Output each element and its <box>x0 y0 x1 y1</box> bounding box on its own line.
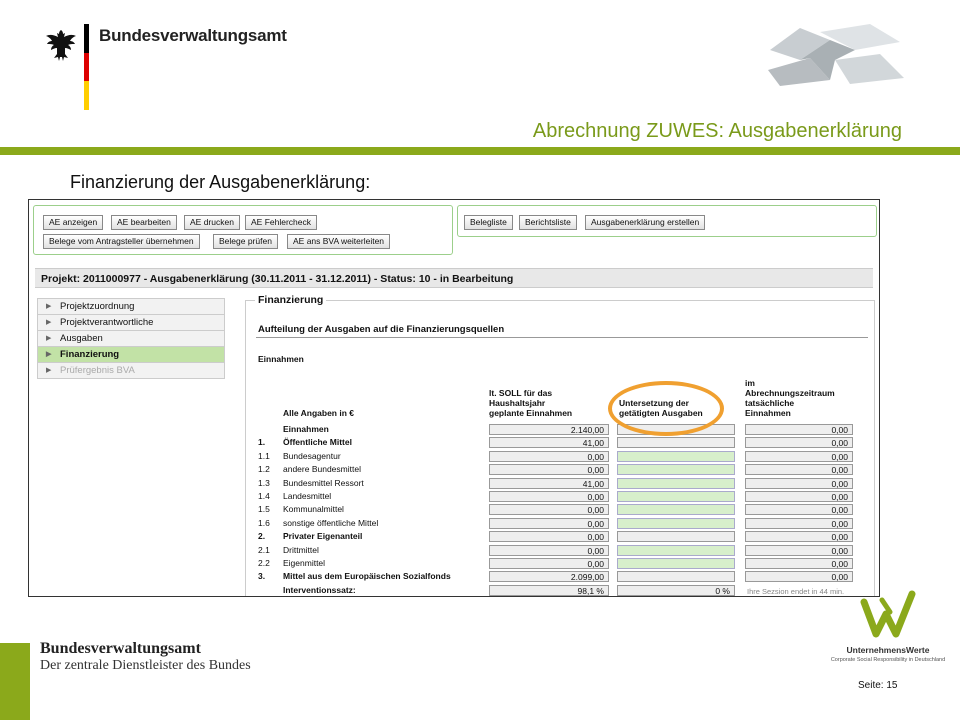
federal-eagle-icon <box>44 26 80 66</box>
ist-field: 0,00 <box>745 531 853 542</box>
row-label: Landesmittel <box>283 491 332 501</box>
ist-field: 0,00 <box>745 478 853 489</box>
row-number: 1.1 <box>258 451 270 461</box>
soll-field: 2.140,00 <box>489 424 609 435</box>
col-header-ist-line: im <box>745 378 755 388</box>
session-timer: Ihre Sezsion endet in 44 min. <box>747 587 845 596</box>
untersetzung-field <box>617 571 735 582</box>
row-label: Drittmittel <box>283 545 319 555</box>
german-flag-bar <box>84 24 89 110</box>
soll-field: 0,00 <box>489 451 609 462</box>
ist-field: 0,00 <box>745 504 853 515</box>
col-header-ist-line: Einnahmen <box>745 408 791 418</box>
toolbar-button[interactable]: Belege vom Antragsteller übernehmen <box>43 234 200 249</box>
nav-item-label: Ausgaben <box>60 333 103 344</box>
soll-field: 41,00 <box>489 478 609 489</box>
toolbar-button[interactable]: Berichtsliste <box>519 215 577 230</box>
soll-field: 0,00 <box>489 464 609 475</box>
ist-field: 0,00 <box>745 424 853 435</box>
untersetzung-field[interactable] <box>617 451 735 462</box>
untersetzung-field[interactable] <box>617 558 735 569</box>
row-label: andere Bundesmittel <box>283 464 361 474</box>
caret-right-icon: ▶ <box>46 335 52 342</box>
page-number: Seite: 15 <box>858 680 898 691</box>
row-number: 1.4 <box>258 491 270 501</box>
row-label: Mittel aus dem Europäischen Sozialfonds <box>283 571 451 581</box>
untersetzung-field[interactable] <box>617 478 735 489</box>
project-status-bar: Projekt: 2011000977 - Ausgabenerklärung (30.11.2011 - 31.12.2011) - Status: 10 - in Bearbeitung <box>35 268 873 288</box>
untersetzung-field[interactable] <box>617 504 735 515</box>
nav-item <box>37 363 225 379</box>
org-title: Bundesverwaltungsamt <box>99 26 287 45</box>
toolbar-button[interactable]: Belegliste <box>464 215 513 230</box>
col-header-soll-line: Haushaltsjahr <box>489 398 546 408</box>
row-number: 2.2 <box>258 558 270 568</box>
row-label: Eigenmittel <box>283 558 326 568</box>
untersetzung-field[interactable] <box>617 464 735 475</box>
soll-field: 0,00 <box>489 518 609 529</box>
row-number: 1.6 <box>258 518 270 528</box>
row-label: Interventionssatz: <box>283 585 356 595</box>
row-label: Privater Eigenanteil <box>283 531 363 541</box>
toolbar-button[interactable]: Ausgabenerklärung erstellen <box>585 215 705 230</box>
toolbar-button[interactable]: AE ans BVA weiterleiten <box>287 234 390 249</box>
nav-item-label: Prüfergebnis BVA <box>60 365 135 376</box>
highlight-circle <box>608 381 724 436</box>
soll-field: 0,00 <box>489 504 609 515</box>
caret-right-icon: ▶ <box>46 351 52 358</box>
toolbar-button[interactable]: AE Fehlercheck <box>245 215 317 230</box>
col-header-unter-line: getätigten Ausgaben <box>619 408 703 418</box>
row-label: sonstige öffentliche Mittel <box>283 518 379 528</box>
ist-field: 0,00 <box>745 491 853 502</box>
row-label: Kommunalmittel <box>283 504 344 514</box>
soll-field: 2.099,00 <box>489 571 609 582</box>
nav-item-label: Finanzierung <box>60 349 120 360</box>
col-header-ist-line: tatsächliche <box>745 398 795 408</box>
ist-field: 0,00 <box>745 558 853 569</box>
toolbar-button[interactable]: AE bearbeiten <box>111 215 177 230</box>
col-header-ist <box>745 378 835 418</box>
uw-title: UnternehmensWerte <box>846 645 930 655</box>
nav-item[interactable] <box>37 347 225 363</box>
row-label: Einnahmen <box>283 424 329 434</box>
soll-field: 41,00 <box>489 437 609 448</box>
footer-tagline: Der zentrale Dienstleister des Bundes <box>40 658 251 673</box>
fieldset-legend: Finanzierung <box>255 294 326 306</box>
footer-accent-bar <box>0 643 30 720</box>
uw-subtitle: Corporate Social Responsibility in Deutschland <box>830 657 946 663</box>
row-number: 1.3 <box>258 478 270 488</box>
nav-item[interactable] <box>37 298 225 315</box>
col-header-soll-line: geplante Einnahmen <box>489 408 573 418</box>
untersetzung-field <box>617 531 735 542</box>
toolbar-button[interactable]: AE drucken <box>184 215 240 230</box>
app-screenshot <box>28 199 880 597</box>
ist-field: 0,00 <box>745 451 853 462</box>
section-divider <box>256 337 868 338</box>
side-nav <box>37 298 225 379</box>
col-header-soll-line: lt. SOLL für das <box>489 388 553 398</box>
nav-item-label: Projektzuordnung <box>60 301 135 312</box>
nav-item[interactable] <box>37 315 225 331</box>
caret-right-icon: ▶ <box>46 319 52 326</box>
ist-field: 0,00 <box>745 437 853 448</box>
row-label: Bundesmittel Ressort <box>283 478 364 488</box>
soll-field: 0,00 <box>489 531 609 542</box>
ist-field: 0,00 <box>745 518 853 529</box>
row-number: 1. <box>258 437 266 447</box>
section-title: Aufteilung der Ausgaben auf die Finanzierungsquellen <box>258 324 505 335</box>
untersetzung-field[interactable] <box>617 491 735 502</box>
untersetzung-field[interactable] <box>617 545 735 556</box>
col-header-unit: Alle Angaben in € <box>283 408 355 418</box>
toolbar-button[interactable]: Belege prüfen <box>213 234 278 249</box>
abstract-photo-logo <box>760 20 908 88</box>
ist-field: 0,00 <box>745 545 853 556</box>
row-number: 1.2 <box>258 464 270 474</box>
untersetzung-field <box>617 437 735 448</box>
unternehmenswerte-logo <box>858 590 928 640</box>
accent-bar <box>0 147 960 155</box>
col-header-unter-line: Untersetzung der <box>619 398 689 408</box>
untersetzung-field: 0 % <box>617 585 735 596</box>
ist-field: 0,00 <box>745 464 853 475</box>
untersetzung-field[interactable] <box>617 518 735 529</box>
toolbar-button[interactable]: AE anzeigen <box>43 215 103 230</box>
nav-item[interactable] <box>37 331 225 347</box>
einnahmen-heading: Einnahmen <box>258 354 304 364</box>
col-header-ist-line: Abrechnungszeitraum <box>745 388 835 398</box>
row-number: 2. <box>258 531 266 541</box>
row-number: 1.5 <box>258 504 270 514</box>
soll-field: 0,00 <box>489 558 609 569</box>
row-label: Öffentliche Mittel <box>283 437 352 447</box>
ist-field: 0,00 <box>745 571 853 582</box>
caret-right-icon: ▶ <box>46 367 52 374</box>
soll-field: 0,00 <box>489 545 609 556</box>
slide-title: Abrechnung ZUWES: Ausgabenerklärung <box>532 120 902 142</box>
row-label: Bundesagentur <box>283 451 341 461</box>
caret-right-icon: ▶ <box>46 303 52 310</box>
row-number: 2.1 <box>258 545 270 555</box>
soll-field: 0,00 <box>489 491 609 502</box>
nav-item-label: Projektverantwortliche <box>60 317 154 328</box>
slide-subtitle: Finanzierung der Ausgabenerklärung: <box>70 172 371 192</box>
row-number: 3. <box>258 571 266 581</box>
footer-org: Bundesverwaltungsamt <box>40 640 201 657</box>
col-header-soll <box>489 388 572 418</box>
soll-field: 98,1 % <box>489 585 609 596</box>
